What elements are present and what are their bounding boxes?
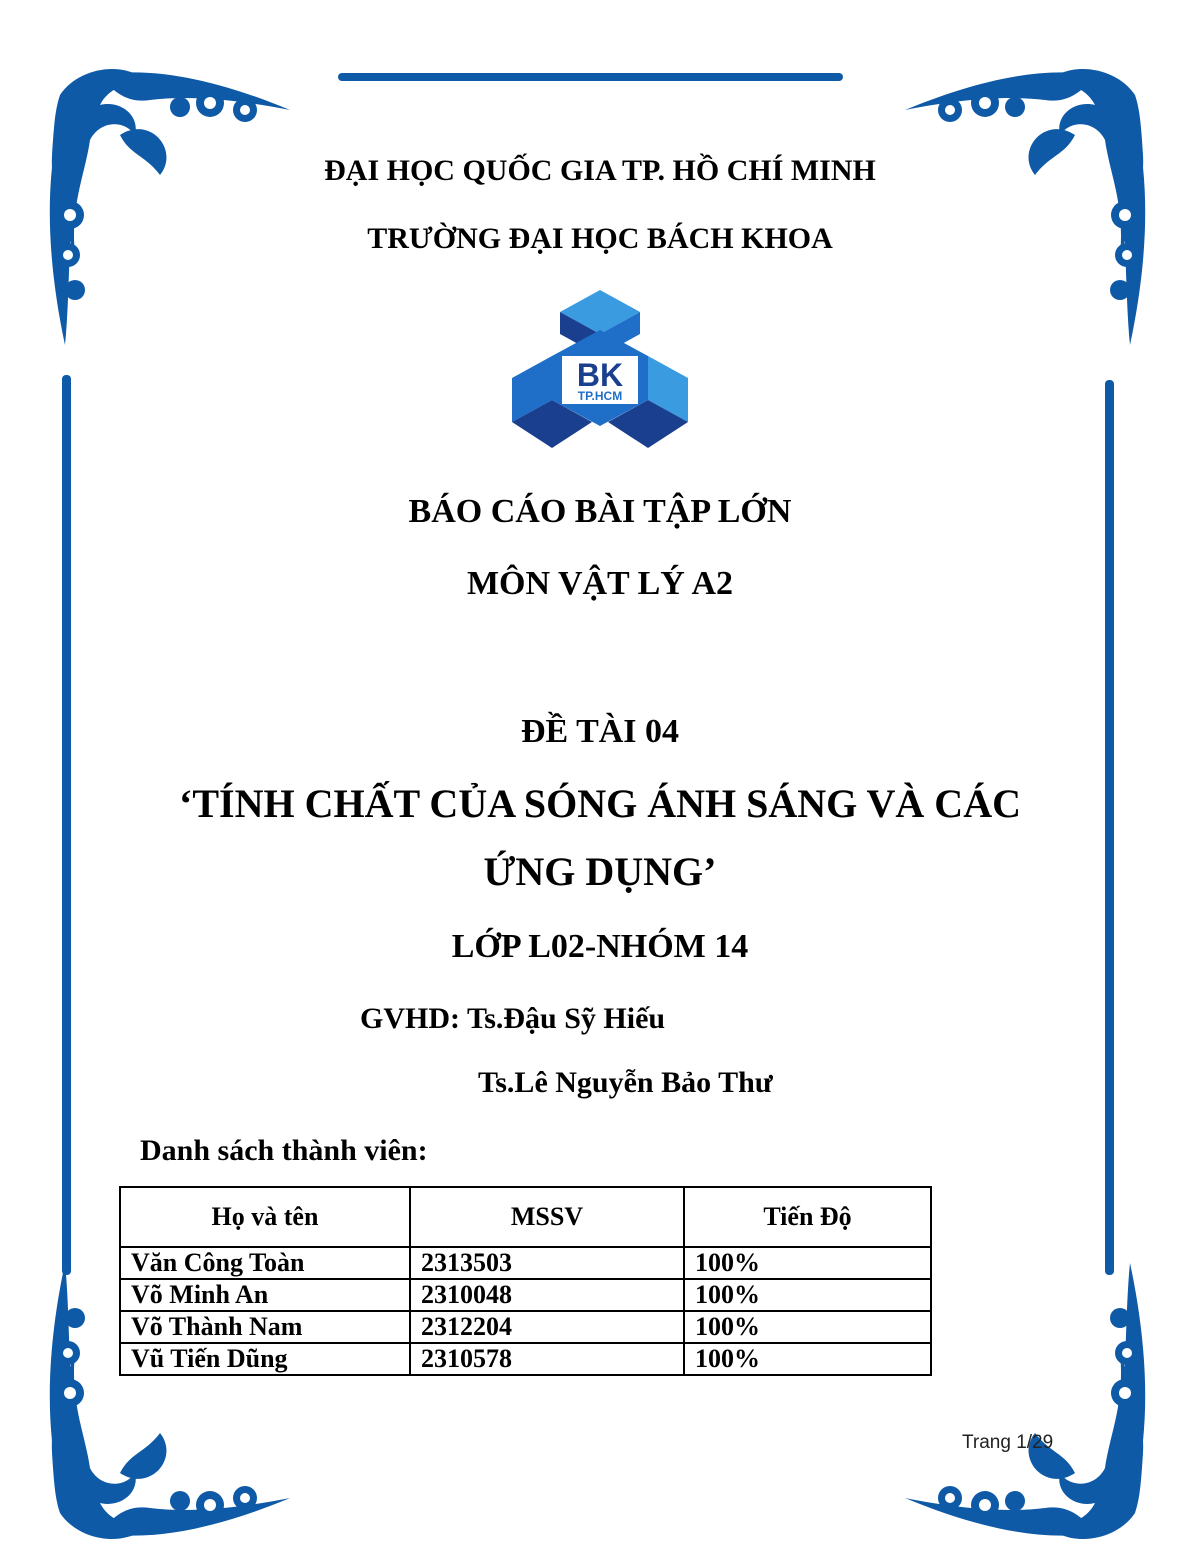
table-row xyxy=(120,1343,931,1375)
member-id: 2310048 xyxy=(410,1279,684,1311)
top-right-ornament xyxy=(895,55,1155,355)
top-border-line xyxy=(338,73,843,81)
supervisor-line-1: GVHD: Ts.Đậu Sỹ Hiếu xyxy=(360,1002,666,1035)
table-header-row xyxy=(120,1187,931,1247)
members-table xyxy=(119,1186,932,1376)
page-number: Trang 1/29 xyxy=(962,1432,1054,1453)
member-progress: 100% xyxy=(684,1279,931,1311)
topic-title-line1: ‘TÍNH CHẤT CỦA SÓNG ÁNH SÁNG VÀ CÁC xyxy=(179,781,1021,826)
bottom-right-ornament xyxy=(895,1253,1155,1553)
table-row xyxy=(120,1279,931,1311)
member-id: 2310578 xyxy=(410,1343,684,1375)
column-header-name: Họ và tên xyxy=(120,1187,410,1247)
subject-title: MÔN VẬT LÝ A2 xyxy=(466,565,734,602)
university-name: ĐẠI HỌC QUỐC GIA TP. HỒ CHÍ MINH xyxy=(324,154,876,187)
report-title: BÁO CÁO BÀI TẬP LỚN xyxy=(408,493,792,530)
column-header-mssv: MSSV xyxy=(410,1187,684,1247)
column-header-progress: Tiến Độ xyxy=(684,1187,931,1247)
logo-main-text: BK xyxy=(576,357,624,393)
member-progress: 100% xyxy=(684,1343,931,1375)
member-id: 2313503 xyxy=(410,1247,684,1279)
member-progress: 100% xyxy=(684,1311,931,1343)
top-left-ornament xyxy=(40,55,300,355)
member-name: Võ Minh An xyxy=(120,1279,410,1311)
member-id: 2312204 xyxy=(410,1311,684,1343)
topic-title-line2: ỨNG DỤNG’ xyxy=(483,849,717,894)
school-name: TRƯỜNG ĐẠI HỌC BÁCH KHOA xyxy=(367,222,833,255)
member-name: Võ Thành Nam xyxy=(120,1311,410,1343)
class-group: LỚP L02-NHÓM 14 xyxy=(451,928,749,965)
logo-sub-text: TP.HCM xyxy=(577,389,623,403)
topic-number: ĐỀ TÀI 04 xyxy=(520,713,680,750)
members-title: Danh sách thành viên: xyxy=(140,1134,428,1167)
member-name: Văn Công Toàn xyxy=(120,1247,410,1279)
table-row xyxy=(120,1311,931,1343)
member-name: Vũ Tiến Dũng xyxy=(120,1343,410,1375)
member-progress: 100% xyxy=(684,1247,931,1279)
table-row xyxy=(120,1247,931,1279)
supervisor-line-2: Ts.Lê Nguyễn Bảo Thư xyxy=(478,1066,773,1099)
bk-logo xyxy=(512,290,688,450)
